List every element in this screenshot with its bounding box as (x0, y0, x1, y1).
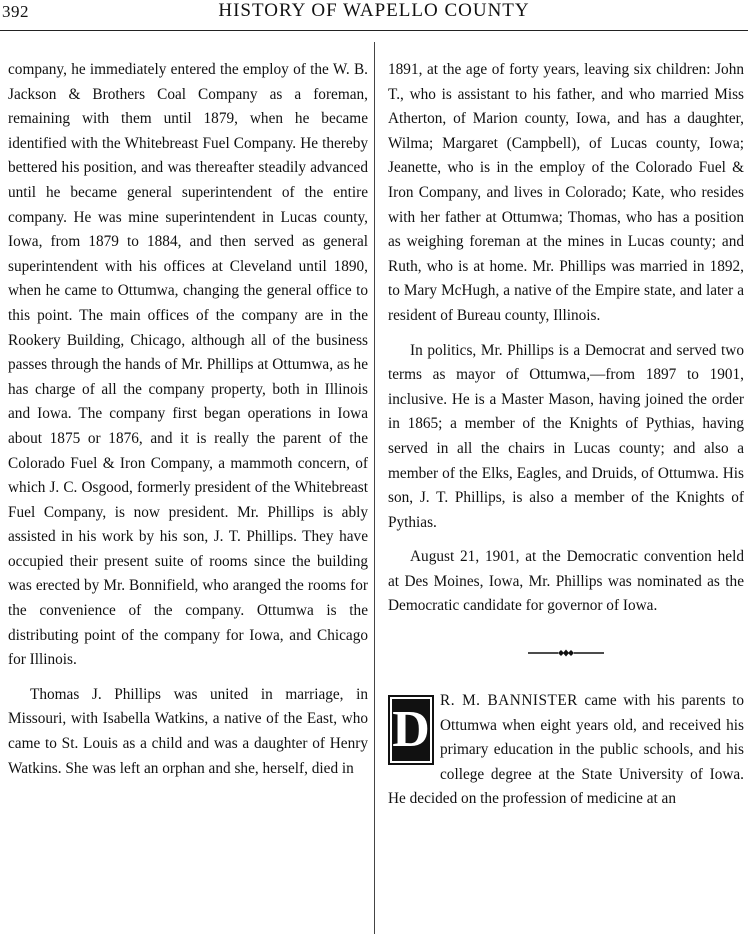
biography-paragraph (388, 689, 744, 812)
section-ornament (388, 647, 744, 659)
page-number: 392 (2, 2, 29, 21)
running-head-title: HISTORY OF WAPELLO COUNTY (218, 0, 530, 21)
right-column (388, 58, 744, 812)
drop-cap-letter: D (388, 695, 434, 765)
column-divider (374, 42, 375, 934)
left-paragraph-2: Thomas J. Phillips was united in marriage, in Missouri, with Isabella Watkins, a native of the East, who came to St. Louis as a child and was a daughter of Henry Watkins. She was left an orphan and she, herself, died in (8, 685, 368, 777)
right-paragraph-2: In politics, Mr. Phillips is a Democrat and served two terms as mayor of Ottumwa,—from 1897 to 1901, inclusive. He is a Master Mason, having joined the order in 1865; a member of the Knights of Pythias, having served in all the chairs in Lucas county; and also a member of the Elks, Eagles, and Druids, of Ottumwa. His son, J. T. Phillips, is also a member of the Knights of Pythias. (388, 341, 744, 531)
biography-name: R. M. BANNISTER (440, 692, 578, 710)
left-paragraph-1: company, he immediately entered the employ of the W. B. Jackson & Brothers Coal Company as a foreman, remaining with them until 1879, when he became identified with the Whitebreast Fuel Company. He thereby bettered his position, and was thereafter steadily advanced until he became general superintendent of the entire company. He was mine superintendent in Lucas county, Iowa, from 1879 to 1884, and then served as general superintendent with his offices at Cleveland until 1890, when he came to Ottumwa, changing the general office to this point. The main offices of the company are in the Rookery Building, Chicago, although all of the business passes through the hands of Mr. Phillips at Ottumwa, as he has charge of all the company property, both in Illinois and Iowa. The company first began operations in Iowa about 1875 or 1876, and it is really the parent of the Colorado Fuel & Iron Company, a mammoth concern, of which J. C. Osgood, formerly president of the Whitebreast Fuel Company, is now president. Mr. Phillips is ably assisted in his work by his son, J. T. Phillips. They have occupied their present suite of rooms since the building was erected by Mr. Bonnifield, who aranged the rooms for the convenience of the company. Ottumwa is the distributing point of the company for Iowa, and Chicago for Illinois. (8, 61, 368, 669)
left-column (8, 58, 368, 781)
header-rule (0, 30, 748, 31)
biography-text: came with his parents to Ottumwa when eight years old, and received his primary education in the public schools, and his college degree at the State University of Iowa. He decided on the profession of medicine at an (388, 692, 745, 808)
right-paragraph-1: 1891, at the age of forty years, leaving six children: John T., who is assistant to his father, and who married Miss Atherton, of Marion county, Iowa, and has a daughter, Wilma; Margaret (Campbell), of Lucas county, Iowa; Jeanette, who is in the employ of the Colorado Fuel & Iron Company, and lives in Colorado; Kate, who resides with her father at Ottumwa; Thomas, who has a position as weighing foreman at the mines in Lucas county; and Ruth, who is at home. Mr. Phillips was married in 1892, to Mary McHugh, a native of the Empire state, and later a resident of Bureau county, Illinois. (388, 61, 744, 324)
right-paragraph-3: August 21, 1901, at the Democratic convention held at Des Moines, Iowa, Mr. Phillips was nominated as the Democratic candidate for governor of Iowa. (388, 548, 744, 615)
